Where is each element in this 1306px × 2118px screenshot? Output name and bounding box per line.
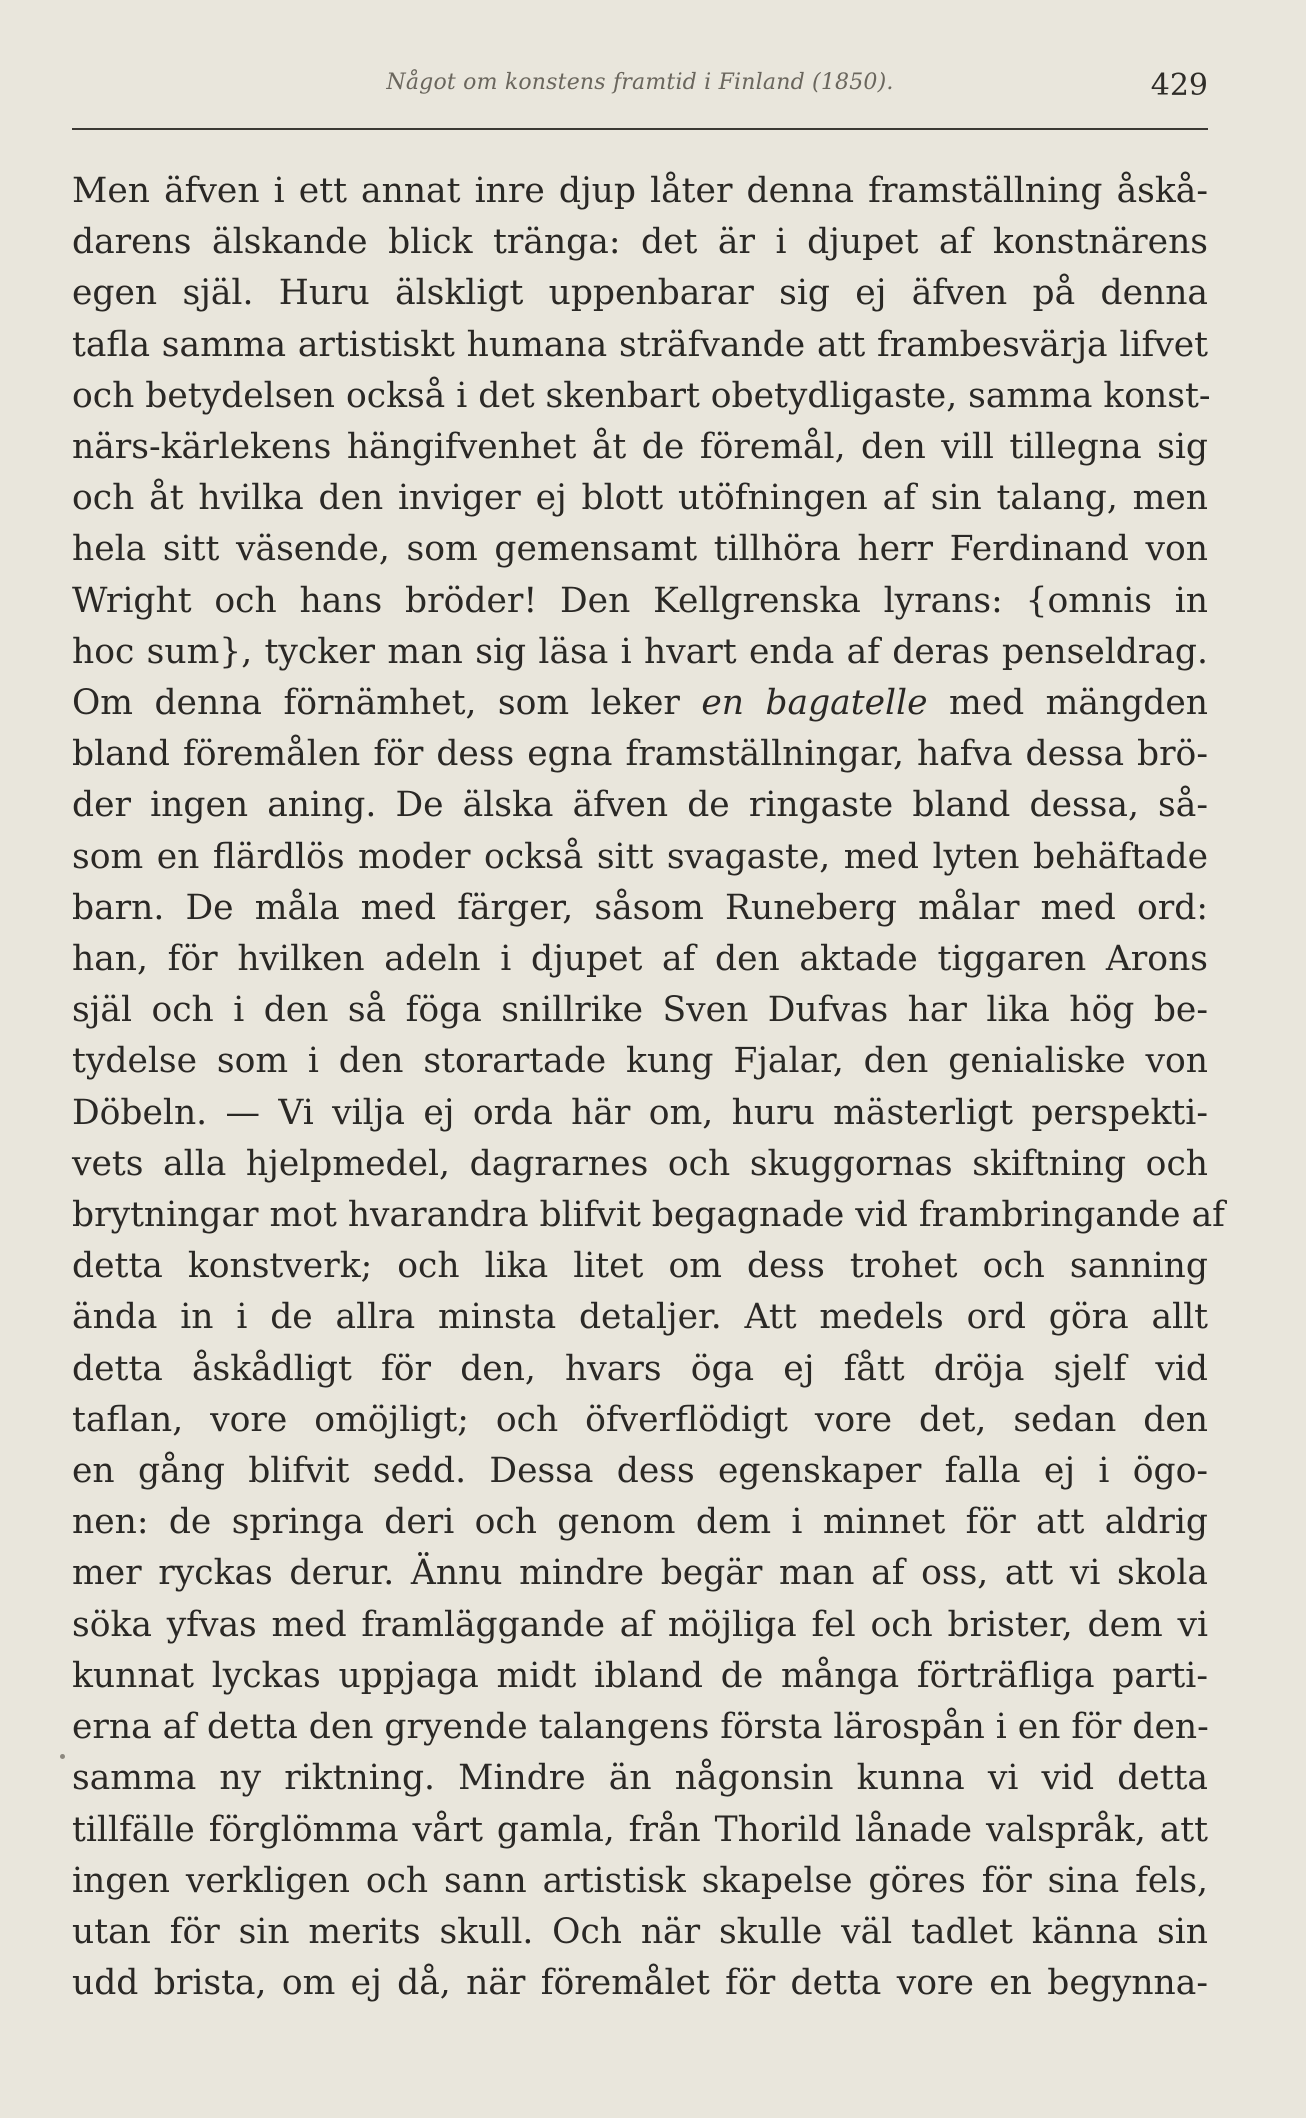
text-line: Wright och hans bröder! Den Kellgrenska lyrans: {omnis in	[72, 580, 1208, 621]
text-line: han, för hvilken adeln i djupet af den aktade tiggaren Arons	[72, 939, 1208, 980]
text-line: udd brista, om ej då, när föremålet för detta vore en begynna-	[72, 1963, 1208, 2004]
text-line: erna af detta den gryende talangens första lärospån i en för den-	[72, 1707, 1209, 1748]
margin-dot-mark	[60, 1754, 65, 1759]
text-line: taflan, vore omöjligt; och öfverflödigt vore det, sedan den	[72, 1399, 1208, 1440]
text-line: der ingen aning. De älska äfven de ringaste bland dessa, så-	[72, 785, 1208, 826]
text-line: Döbeln. — Vi vilja ej orda här om, huru mästerligt perspekti-	[72, 1092, 1208, 1133]
text-line: egen själ. Huru älskligt uppenbarar sig ej äfven på denna	[72, 273, 1208, 314]
page-number: 429	[1150, 68, 1208, 103]
text-line: mer ryckas derur. Ännu mindre begär man af oss, att vi skola	[72, 1553, 1208, 1594]
text-line: utan för sin merits skull. Och när skulle väl tadlet känna sin	[72, 1911, 1208, 1952]
page-header	[72, 62, 1208, 112]
running-title: Något om konstens framtid i Finland (1850).	[386, 70, 894, 95]
text-line: bland föremålen för dess egna framställningar, hafva dessa brö-	[72, 734, 1208, 775]
text-line: kunnat lyckas uppjaga midt ibland de många förträfliga parti-	[72, 1655, 1208, 1696]
header-rule	[72, 128, 1208, 130]
italic-phrase: en bagatelle	[701, 683, 928, 724]
body-text	[72, 166, 1225, 2009]
text-line: som en flärdlös moder också sitt svagaste, med lyten behäftade	[72, 836, 1208, 877]
text-line: själ och i den så föga snillrike Sven Dufvas har lika hög be-	[72, 990, 1208, 1031]
text-line: detta konstverk; och lika litet om dess trohet och sanning	[72, 1246, 1208, 1287]
text-line: samma ny riktning. Mindre än någonsin kunna vi vid detta	[72, 1758, 1208, 1799]
text-line: ingen verkligen och sann artistisk skapelse göres för sina fels,	[72, 1860, 1208, 1901]
text-line: och betydelsen också i det skenbart obetydligaste, samma konst-	[72, 375, 1211, 416]
text-line: nen: de springa deri och genom dem i minnet för att aldrig	[72, 1502, 1208, 1543]
text-line: och åt hvilka den inviger ej blott utöfningen af sin talang, men	[72, 478, 1208, 519]
text-line: tafla samma artistiskt humana sträfvande att frambesvärja lifvet	[72, 324, 1208, 365]
text-line: tillfälle förglömma vårt gamla, från Thorild lånade valspråk, att	[72, 1809, 1208, 1850]
text-line: Om denna förnämhet, som leker en bagatelle med mängden	[72, 683, 1208, 724]
text-line: barn. De måla med färger, såsom Runeberg målar med ord:	[72, 887, 1208, 928]
text-line: detta åskådligt för den, hvars öga ej fått dröja sjelf vid	[72, 1348, 1208, 1389]
text-line: tydelse som i den storartade kung Fjalar, den genialiske von	[72, 1041, 1208, 1082]
text-line: hoc sum}, tycker man sig läsa i hvart enda af deras penseldrag.	[72, 631, 1208, 672]
text-line: närs-kärlekens hängifvenhet åt de föremål, den vill tillegna sig	[72, 427, 1208, 468]
text-line: vets alla hjelpmedel, dagrarnes och skuggornas skiftning och	[72, 1143, 1208, 1184]
text-line: darens älskande blick tränga: det är i djupet af konstnärens	[72, 222, 1208, 263]
text-line: en gång blifvit sedd. Dessa dess egenskaper falla ej i ögo-	[72, 1451, 1208, 1492]
text-line: hela sitt väsende, som gemensamt tillhöra herr Ferdinand von	[72, 529, 1208, 570]
text-line: Men äfven i ett annat inre djup låter denna framställning åskå-	[72, 171, 1208, 211]
text-line: ända in i de allra minsta detaljer. Att medels ord göra allt	[72, 1297, 1208, 1338]
text-line: brytningar mot hvarandra blifvit begagnade vid frambringande af	[72, 1195, 1225, 1236]
text-line: söka yfvas med framläggande af möjliga fel och brister, dem vi	[72, 1604, 1208, 1645]
